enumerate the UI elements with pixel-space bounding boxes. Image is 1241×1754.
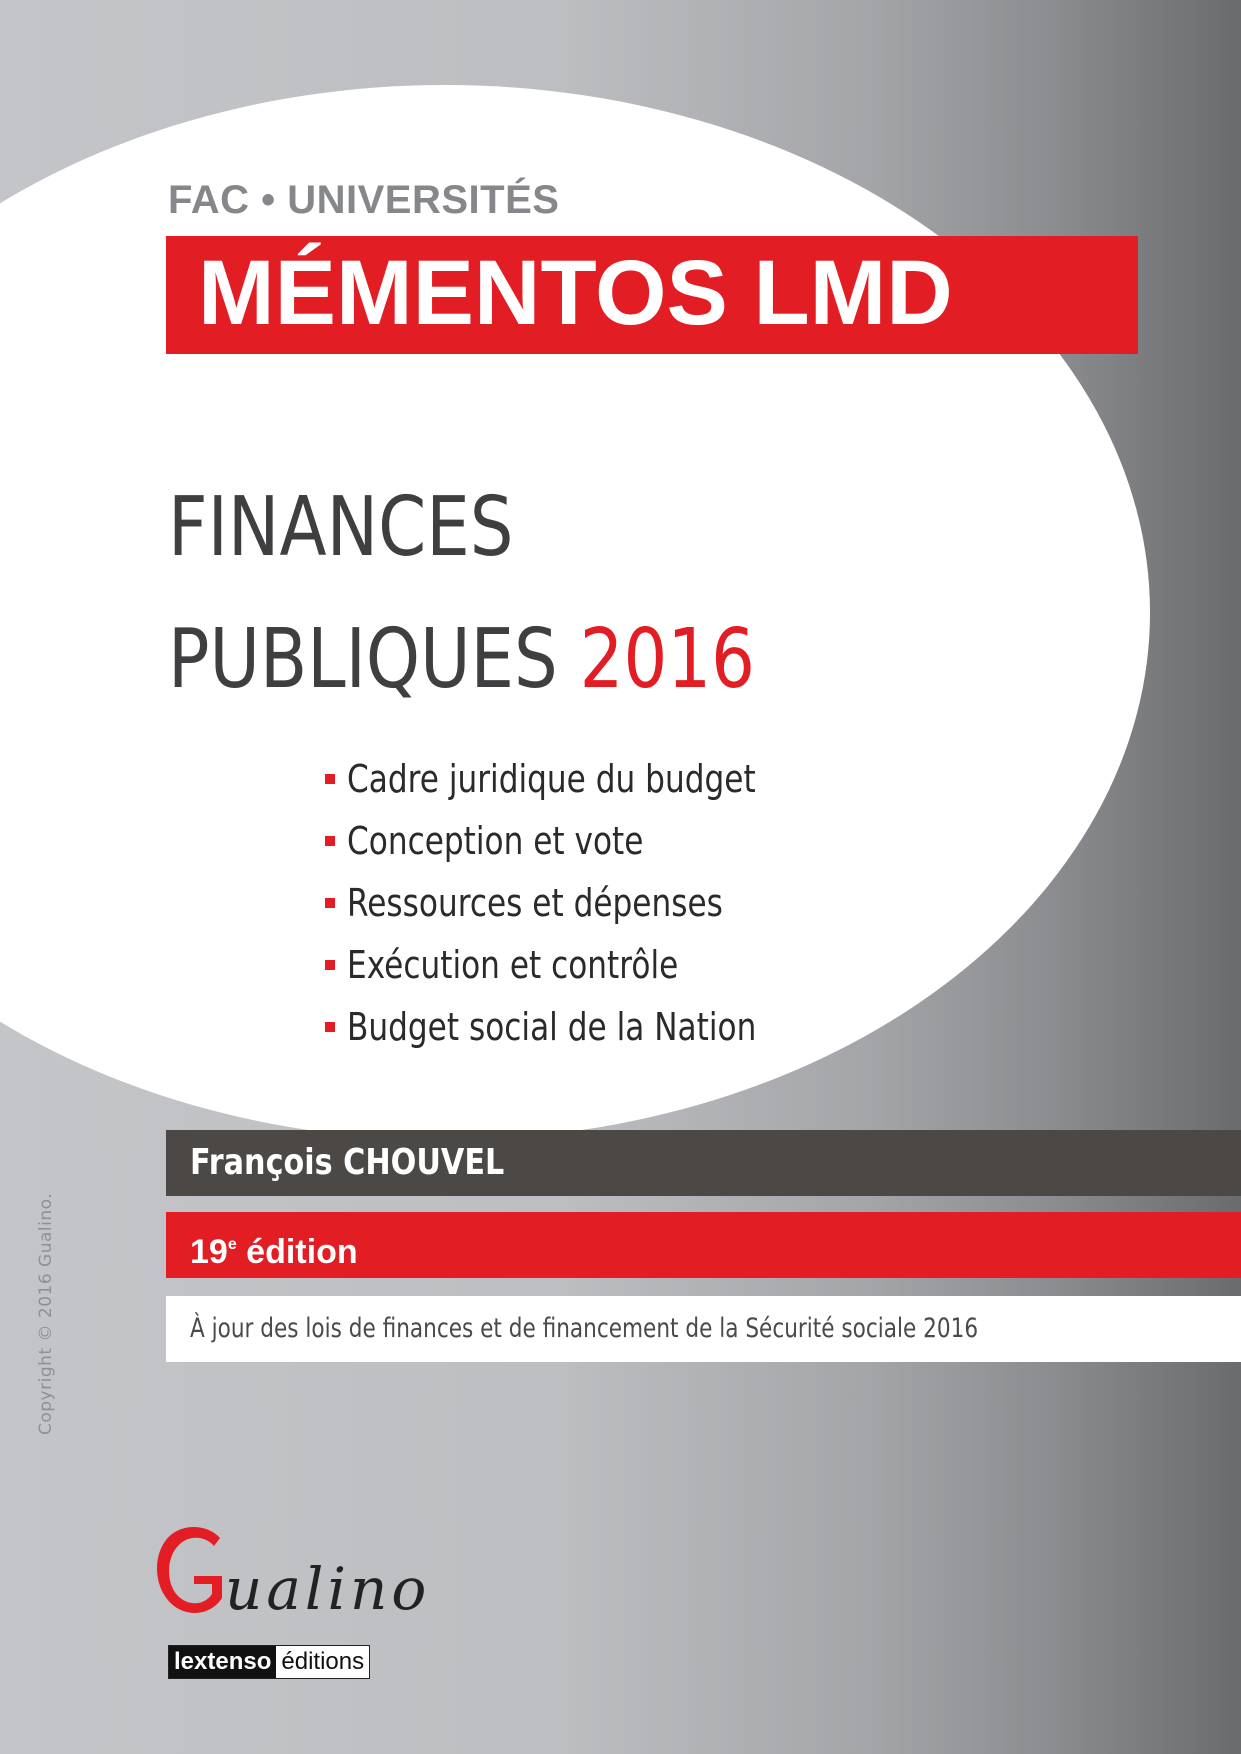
book-title-line2 <box>168 610 755 710</box>
title-year: 2016 <box>579 612 755 707</box>
copyright-notice: Copyright © 2016 Gualino. <box>36 1192 56 1435</box>
square-bullet-icon <box>325 836 335 846</box>
collection-title: MÉMENTOS LMD <box>198 242 953 344</box>
topic-item: Exécution et contrôle <box>325 934 846 996</box>
edition-word: édition <box>236 1233 358 1271</box>
topics-list <box>325 748 846 1058</box>
square-bullet-icon <box>325 1022 335 1032</box>
edition-label <box>190 1213 358 1284</box>
title-word-finances: FINANCES <box>168 480 514 575</box>
topic-item: Cadre juridique du budget <box>325 748 846 810</box>
title-word-publiques: PUBLIQUES <box>168 612 558 707</box>
imprint-light: éditions <box>281 1648 365 1675</box>
book-title-line1 <box>168 478 513 578</box>
edition-number: 19 <box>190 1233 228 1271</box>
imprint-strong: lextenso <box>169 1646 276 1678</box>
logo-initial-text: G <box>190 1582 191 1583</box>
square-bullet-icon <box>325 960 335 970</box>
topic-item: Conception et vote <box>325 810 846 872</box>
gualino-g-logo-icon <box>150 1520 232 1620</box>
edition-suffix: e <box>227 1236 237 1253</box>
imprint-logo <box>168 1645 370 1679</box>
publisher-logo-word: ualino <box>225 1555 431 1623</box>
update-note: À jour des lois de finances et de financement de la Sécurité sociale 2016 <box>190 1313 979 1344</box>
series-label: FAC • UNIVERSITÉS <box>168 178 560 222</box>
author-name: François CHOUVEL <box>190 1142 505 1183</box>
topic-item: Ressources et dépenses <box>325 872 846 934</box>
square-bullet-icon <box>325 774 335 784</box>
square-bullet-icon <box>325 898 335 908</box>
topic-item: Budget social de la Nation <box>325 996 846 1058</box>
